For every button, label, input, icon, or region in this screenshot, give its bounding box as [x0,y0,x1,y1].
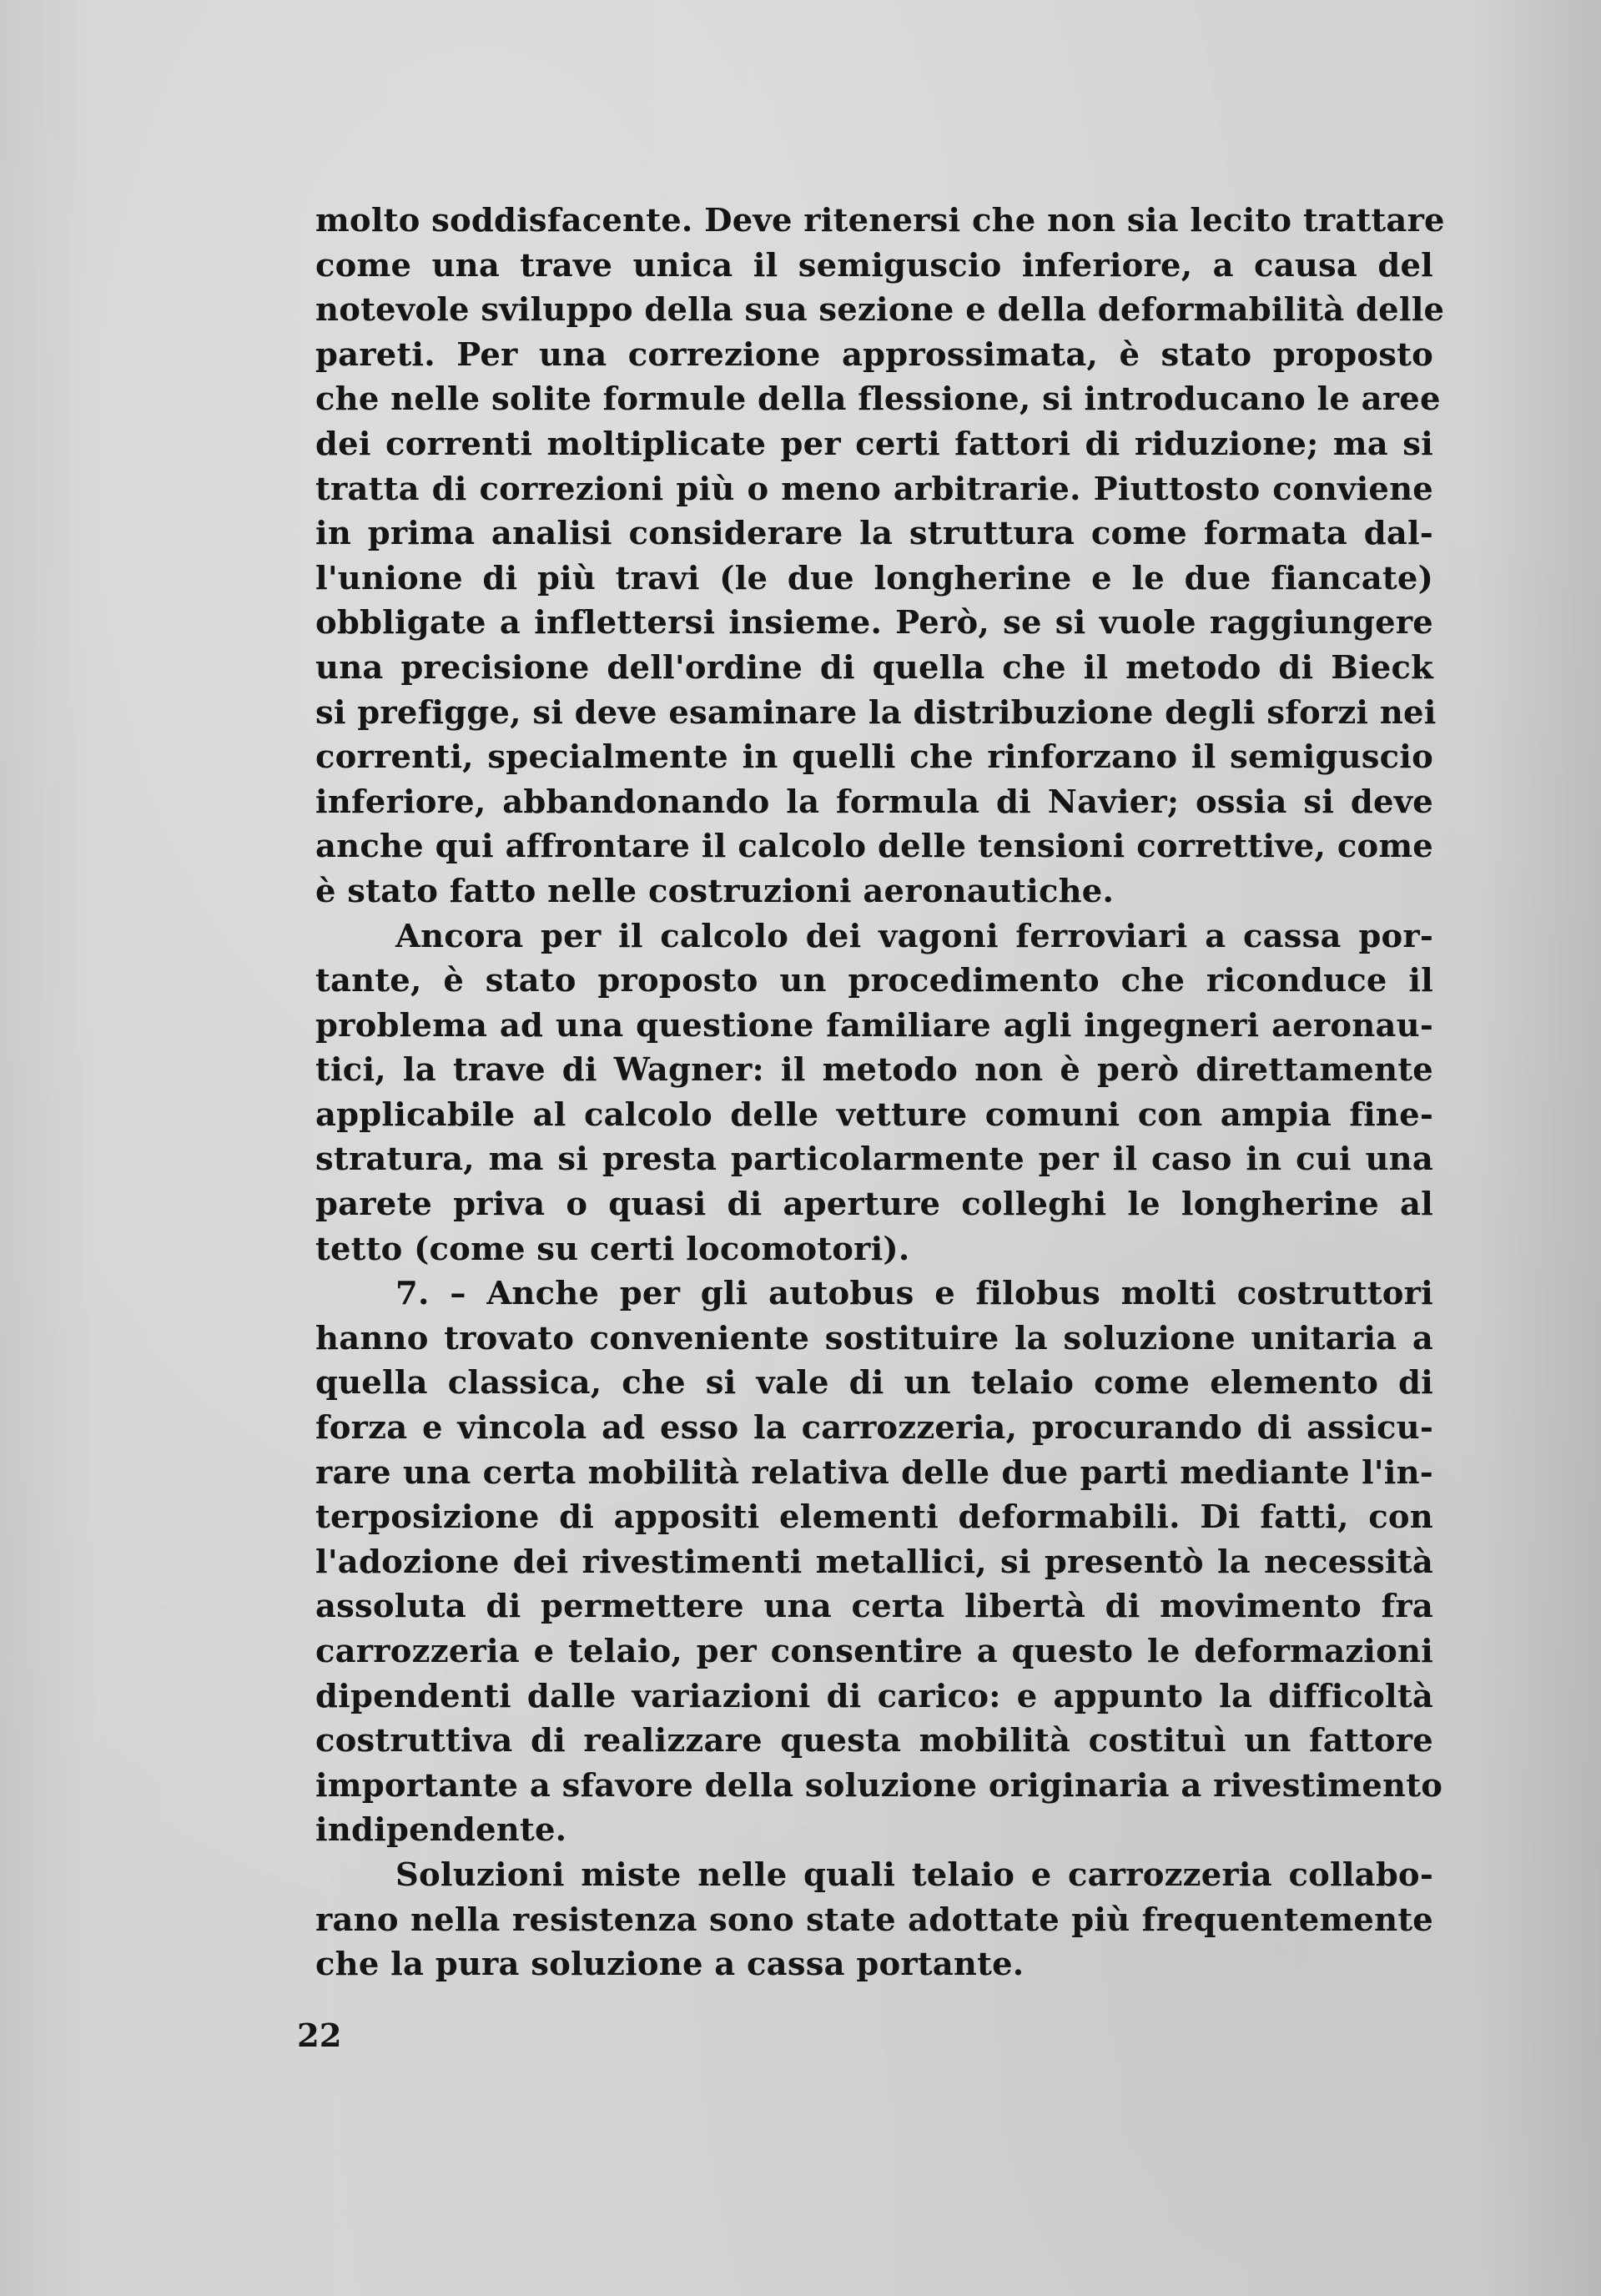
paragraph-3 [315,1271,1443,1853]
paragraph-2 [315,914,1433,1272]
text-line: terposizione di appositi elementi deformabili. Di fatti, con [315,1498,1433,1537]
text-line: problema ad una questione familiare agli ingegneri aeronau- [315,1006,1433,1045]
text-line: correnti, specialmente in quelli che rinforzano il semiguscio [315,738,1433,777]
page-number: 22 [297,2017,342,2055]
text-line: l'adozione dei rivestimenti metallici, si presentò la necessità [315,1543,1433,1581]
text-line: anche qui affrontare il calcolo delle tensioni correttive, come [315,828,1433,866]
text-line: hanno trovato conveniente sostituire la soluzione unitaria a [315,1319,1433,1357]
text-line: come una trave unica il semiguscio inferiore, a causa del [315,246,1433,284]
text-line: notevole sviluppo della sua sezione e della deformabilità delle [315,291,1445,330]
text-line: è stato fatto nelle costruzioni aeronautiche. [315,872,1115,910]
text-line: pareti. Per una correzione approssimata, è stato proposto [315,335,1433,374]
text-line: importante a sfavore della soluzione originaria a rivestimento [315,1766,1443,1805]
text-line: parete priva o quasi di aperture colleghi le longherine al [315,1186,1433,1224]
text-line: applicabile al calcolo delle vetture comuni con ampia fine- [315,1095,1433,1134]
text-line: si prefigge, si deve esaminare la distribuzione degli sforzi nei [315,693,1437,732]
section-7-start: 7. – Anche per gli autobus e filobus molti costruttori [395,1275,1433,1313]
text-line: Soluzioni miste nelle quali telaio e carrozzeria collabo- [395,1855,1433,1894]
text-line: l'unione di più travi (le due longherine e le due fiancate) [315,559,1433,597]
text-line: una precisione dell'ordine di quella che il metodo di Bieck [315,648,1433,687]
text-line: quella classica, che si vale di un telaio come elemento di [315,1364,1433,1402]
text-line: tetto (come su certi locomotori). [315,1230,910,1268]
text-line: stratura, ma si presta particolarmente per il caso in cui una [315,1140,1433,1179]
text-line: che nelle solite formule della flessione, si introducano le aree [315,380,1441,419]
text-line: tante, è stato proposto un procedimento che riconduce il [315,962,1433,1000]
text-line: dipendenti dalle variazioni di carico: e appunto la difficoltà [315,1677,1433,1715]
text-line: molto soddisfacente. Deve ritenersi che non sia lecito trattare [315,202,1445,239]
text-line: carrozzeria e telaio, per consentire a questo le deformazioni [315,1633,1433,1670]
paragraph-1 [315,199,1445,914]
text-line: tratta di correzioni più o meno arbitrarie. Piuttosto conviene [315,470,1433,508]
text-line: indipendente. [315,1811,567,1850]
text-line: assoluta di permettere una certa libertà di movimento fra [315,1588,1433,1626]
text-line: costruttiva di realizzare questa mobilità costituì un fattore [315,1722,1433,1760]
text-line: tici, la trave di Wagner: il metodo non è però direttamente [315,1051,1433,1090]
text-line: in prima analisi considerare la struttura come formata dal- [315,515,1433,553]
text-line: rano nella resistenza sono state adottate più frequentemente [315,1901,1433,1939]
text-line: forza e vincola ad esso la carrozzeria, procurando di assicu- [315,1409,1433,1448]
text-line: dei correnti moltiplicate per certi fattori di riduzione; ma si [315,425,1433,463]
text-line: rare una certa mobilità relativa delle due parti mediante l'in- [315,1453,1433,1492]
text-line: che la pura soluzione a cassa portante. [315,1946,1025,1984]
text-line: inferiore, abbandonando la formula di Navier; ossia si deve [315,783,1433,821]
body-text [315,199,1445,1987]
paragraph-4 [315,1853,1433,1987]
text-line: Ancora per il calcolo dei vagoni ferroviari a cassa por- [395,917,1433,955]
text-line: obbligate a inflettersi insieme. Però, se si vuole raggiungere [315,604,1433,642]
